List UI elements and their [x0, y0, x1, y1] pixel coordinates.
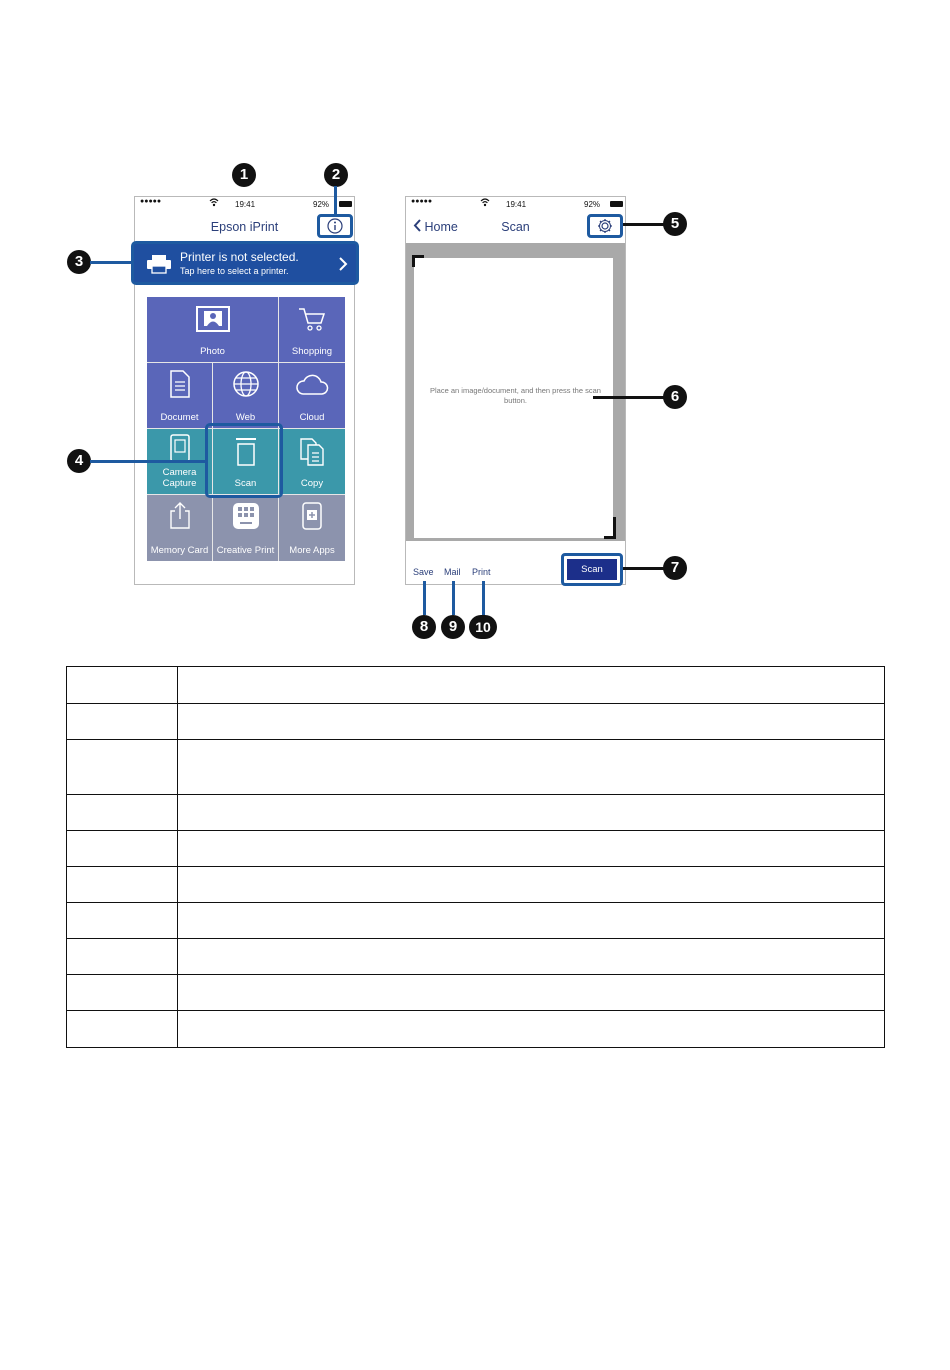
tile-label: Scan — [234, 478, 257, 489]
callout-5: 5 — [663, 212, 687, 236]
preview-instruction: Place an image/document, and then press the scan button. — [430, 386, 601, 405]
table-cell-description — [178, 667, 885, 704]
table-cell-description — [178, 975, 885, 1011]
table-cell-number — [67, 867, 178, 903]
table-cell-number — [67, 667, 178, 704]
tile-label: Memory Card — [150, 545, 209, 556]
callout-10-leader — [482, 581, 485, 615]
signal-indicator: ●●●●● — [411, 198, 433, 205]
callout-4-leader — [90, 460, 206, 463]
share-icon — [169, 501, 191, 529]
legend-table — [66, 666, 885, 1048]
signal-indicator: ●●●●● — [140, 198, 162, 205]
clock: 19:41 — [506, 200, 527, 209]
tile-label-line-2: Capture — [162, 478, 197, 489]
tile-shopping[interactable] — [279, 297, 345, 363]
table-row — [67, 903, 885, 939]
table-cell-description — [178, 740, 885, 795]
status-bar — [135, 197, 354, 211]
chevron-right-icon — [338, 256, 348, 272]
tile-creative-print[interactable] — [213, 495, 279, 561]
table-cell-number — [67, 975, 178, 1011]
tile-label: More Apps — [289, 545, 335, 556]
table-cell-description — [178, 831, 885, 867]
table-row — [67, 939, 885, 975]
table-cell-number — [67, 939, 178, 975]
table-cell-number — [67, 795, 178, 831]
table-cell-description — [178, 1011, 885, 1048]
info-button[interactable] — [317, 214, 353, 238]
app-title: Epson iPrint — [210, 220, 279, 234]
battery-icon — [610, 201, 623, 207]
cart-icon — [297, 306, 327, 332]
table-row — [67, 1011, 885, 1048]
table-cell-number — [67, 831, 178, 867]
callout-7: 7 — [663, 556, 687, 580]
table-row — [67, 975, 885, 1011]
tile-label: Shopping — [291, 346, 333, 357]
table-cell-number — [67, 903, 178, 939]
table-cell-description — [178, 903, 885, 939]
scan-preview-area — [406, 243, 625, 541]
tile-label: Photo — [200, 346, 225, 357]
table-row — [67, 704, 885, 740]
callout-10: 10 — [469, 615, 497, 639]
callout-4: 4 — [67, 449, 91, 473]
tile-photo[interactable] — [147, 297, 279, 363]
tile-web[interactable] — [213, 363, 279, 429]
wifi-icon — [209, 198, 219, 209]
tile-label: Cloud — [299, 412, 325, 423]
callout-6: 6 — [663, 385, 687, 409]
save-button[interactable]: Save — [413, 567, 434, 577]
cloud-icon — [295, 373, 329, 397]
table-cell-description — [178, 704, 885, 740]
callout-2-leader — [334, 186, 337, 214]
tile-label-line-1: Camera — [162, 467, 197, 478]
creative-print-icon — [231, 501, 261, 531]
callout-8-leader — [423, 581, 426, 615]
tile-document[interactable] — [147, 363, 213, 429]
scan-tile-highlight — [205, 423, 283, 498]
camera-capture-icon — [169, 433, 191, 461]
copy-icon — [298, 437, 326, 467]
battery-icon — [339, 201, 352, 207]
callout-3-leader — [90, 261, 132, 264]
table-row — [67, 667, 885, 704]
tile-label: Copy — [300, 478, 324, 489]
banner-sub-text: Tap here to select a printer. — [180, 266, 289, 276]
right-phone-screen — [405, 196, 626, 585]
table-cell-number — [67, 740, 178, 795]
info-icon — [327, 218, 343, 234]
banner-main-text: Printer is not selected. — [180, 250, 299, 264]
clock: 19:41 — [235, 200, 256, 209]
mail-button[interactable]: Mail — [444, 567, 461, 577]
back-button[interactable] — [413, 219, 458, 234]
table-row — [67, 831, 885, 867]
screen-title: Scan — [501, 220, 530, 234]
globe-icon — [232, 370, 260, 398]
print-button[interactable]: Print — [472, 567, 491, 577]
callout-6-leader — [593, 396, 664, 399]
more-apps-icon — [301, 501, 323, 531]
table-row — [67, 867, 885, 903]
scan-preview-page — [414, 258, 613, 538]
settings-button[interactable] — [587, 214, 623, 238]
scan-button[interactable]: Scan — [567, 559, 617, 580]
photo-icon — [196, 306, 230, 332]
chevron-left-icon — [413, 219, 421, 232]
wifi-icon — [480, 198, 490, 209]
status-bar — [406, 197, 625, 211]
crop-corner-top-left — [412, 255, 424, 267]
tile-label — [147, 467, 212, 489]
callout-7-leader — [623, 567, 664, 570]
callout-5-leader — [623, 223, 664, 226]
tile-more-apps[interactable] — [279, 495, 345, 561]
gear-icon — [597, 218, 613, 234]
table-cell-number — [67, 1011, 178, 1048]
battery-percent: 92% — [313, 200, 330, 209]
crop-corner-bottom-right — [604, 517, 616, 539]
printer-banner[interactable] — [131, 241, 359, 285]
table-cell-description — [178, 795, 885, 831]
tile-label: Documet — [160, 412, 199, 423]
callout-2: 2 — [324, 163, 348, 187]
callout-9-leader — [452, 581, 455, 615]
table-row — [67, 795, 885, 831]
callout-1: 1 — [232, 163, 256, 187]
table-cell-description — [178, 867, 885, 903]
table-row — [67, 740, 885, 795]
tile-cloud[interactable] — [279, 363, 345, 429]
printer-icon — [146, 254, 172, 274]
document-icon — [169, 369, 191, 399]
callout-9: 9 — [441, 615, 465, 639]
callout-8: 8 — [412, 615, 436, 639]
tile-label: Web — [235, 412, 256, 423]
back-label: Home — [424, 220, 458, 234]
table-cell-description — [178, 939, 885, 975]
tile-copy[interactable] — [279, 429, 345, 495]
callout-3: 3 — [67, 250, 91, 274]
battery-percent: 92% — [584, 200, 601, 209]
tile-label: Creative Print — [216, 545, 275, 556]
tile-memory-card[interactable] — [147, 495, 213, 561]
table-cell-number — [67, 704, 178, 740]
